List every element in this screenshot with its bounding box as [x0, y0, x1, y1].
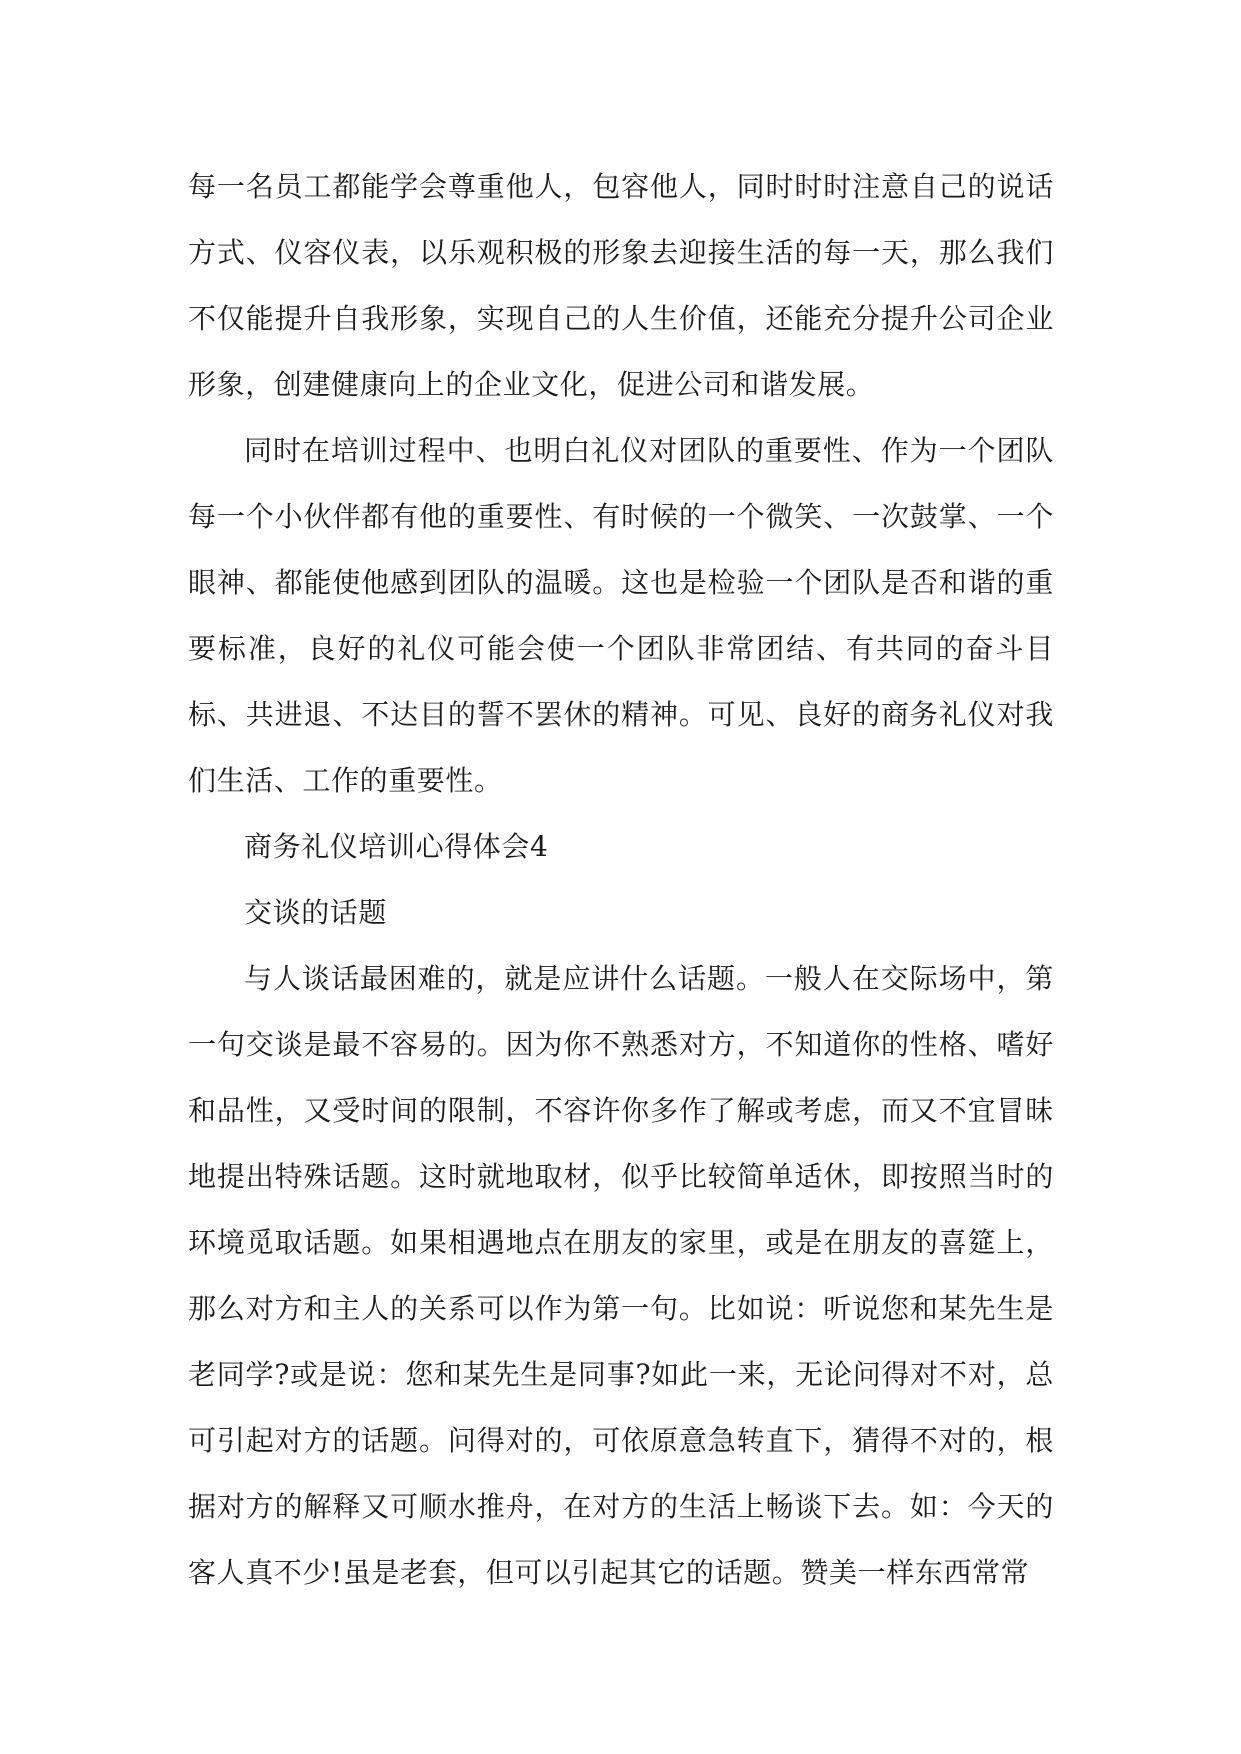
section-heading: 商务礼仪培训心得体会4 — [244, 830, 549, 863]
paragraph-team-etiquette: 同时在培训过程中、也明白礼仪对团队的重要性、作为一个团队每一个小伙伴都有他的重要性、有时候的一个微笑、一次鼓掌、一个眼神、都能使他感到团队的温暖。这也是检验一个团队是否和谐的重要标准，良好的礼仪可能会使一个团队非常团结、有共同的奋斗目标、共进退、不达目的誓不罢休的精神。可见、良好的商务礼仪对我们生活、工作的重要性。 — [188, 434, 1054, 797]
document-body — [188, 154, 1054, 1606]
subsection-heading: 交谈的话题 — [244, 896, 388, 929]
paragraph-conversation-topics: 与人谈话最困难的，就是应讲什么话题。一般人在交际场中，第一句交谈是最不容易的。因为你不熟悉对方，不知道你的性格、嗜好和品性，又受时间的限制，不容许你多作了解或考虑，而又不宜冒昧地提出特殊话题。这时就地取材，似乎比较简单适休，即按照当时的环境觅取话题。如果相遇地点在朋友的家里，或是在朋友的喜筵上，那么对方和主人的关系可以作为第一句。比如说：听说您和某先生是老同学?或是说：您和某先生是同事?如此一来，无论问得对不对，总可引起对方的话题。问得对的，可依原意急转直下，猜得不对的，根据对方的解释又可顺水推舟，在对方的生活上畅谈下去。如：今天的客人真不少!虽是老套，但可以引起其它的话题。赞美一样东西常常 — [188, 962, 1054, 1589]
paragraph-continuation: 每一名员工都能学会尊重他人，包容他人，同时时时注意自己的说话方式、仪容仪表，以乐观积极的形象去迎接生活的每一天，那么我们不仅能提升自我形象，实现自己的人生价值，还能充分提升公司企业形象，创建健康向上的企业文化，促进公司和谐发展。 — [188, 170, 1054, 401]
